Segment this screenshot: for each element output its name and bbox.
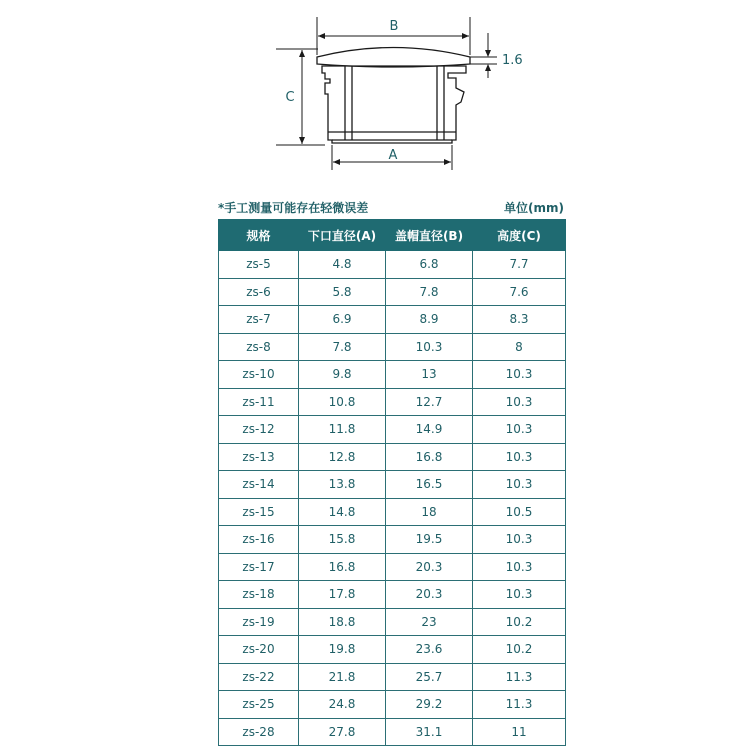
cell-model: zs-17 bbox=[219, 553, 299, 581]
cell-height: 10.3 bbox=[473, 388, 566, 416]
header-cap-diameter: 盖帽直径(B) bbox=[386, 220, 473, 251]
table-row bbox=[219, 443, 566, 471]
cell-cap-diameter: 16.8 bbox=[386, 443, 473, 471]
cell-height: 10.3 bbox=[473, 443, 566, 471]
table-row bbox=[219, 361, 566, 389]
table-header-row bbox=[219, 220, 566, 251]
header-height: 高度(C) bbox=[473, 220, 566, 251]
cell-bottom-diameter: 14.8 bbox=[299, 498, 386, 526]
cell-cap-diameter: 29.2 bbox=[386, 691, 473, 719]
cell-bottom-diameter: 12.8 bbox=[299, 443, 386, 471]
cell-cap-diameter: 6.8 bbox=[386, 251, 473, 279]
cell-bottom-diameter: 9.8 bbox=[299, 361, 386, 389]
cell-bottom-diameter: 5.8 bbox=[299, 278, 386, 306]
cell-height: 10.3 bbox=[473, 361, 566, 389]
dim-t-arrow-bottom bbox=[485, 64, 491, 71]
cell-model: zs-5 bbox=[219, 251, 299, 279]
table-row bbox=[219, 333, 566, 361]
dim-c-arrow-bottom bbox=[299, 137, 305, 144]
table-row bbox=[219, 388, 566, 416]
cell-model: zs-7 bbox=[219, 306, 299, 334]
cell-bottom-diameter: 4.8 bbox=[299, 251, 386, 279]
cell-bottom-diameter: 7.8 bbox=[299, 333, 386, 361]
table-row bbox=[219, 718, 566, 746]
table-row bbox=[219, 498, 566, 526]
dim-b-arrow-left bbox=[318, 33, 325, 39]
cell-cap-diameter: 13 bbox=[386, 361, 473, 389]
cell-model: zs-8 bbox=[219, 333, 299, 361]
unit-label: 单位(mm) bbox=[504, 201, 564, 215]
table-row bbox=[219, 416, 566, 444]
cell-cap-diameter: 16.5 bbox=[386, 471, 473, 499]
dim-b-arrow-right bbox=[462, 33, 469, 39]
cell-height: 8.3 bbox=[473, 306, 566, 334]
cell-model: zs-18 bbox=[219, 581, 299, 609]
cell-height: 10.3 bbox=[473, 416, 566, 444]
cell-model: zs-28 bbox=[219, 718, 299, 746]
cell-cap-diameter: 18 bbox=[386, 498, 473, 526]
cell-bottom-diameter: 19.8 bbox=[299, 636, 386, 664]
cell-cap-diameter: 19.5 bbox=[386, 526, 473, 554]
cell-bottom-diameter: 6.9 bbox=[299, 306, 386, 334]
dim-a-arrow-left bbox=[333, 159, 340, 165]
cell-model: zs-11 bbox=[219, 388, 299, 416]
cell-height: 10.3 bbox=[473, 526, 566, 554]
table-row bbox=[219, 663, 566, 691]
cell-height: 10.3 bbox=[473, 581, 566, 609]
cell-bottom-diameter: 24.8 bbox=[299, 691, 386, 719]
table-row bbox=[219, 306, 566, 334]
cell-model: zs-15 bbox=[219, 498, 299, 526]
cell-bottom-diameter: 16.8 bbox=[299, 553, 386, 581]
plug-dimension-diagram bbox=[0, 0, 750, 190]
table-row bbox=[219, 251, 566, 279]
cell-bottom-diameter: 17.8 bbox=[299, 581, 386, 609]
cell-bottom-diameter: 15.8 bbox=[299, 526, 386, 554]
cell-model: zs-14 bbox=[219, 471, 299, 499]
cell-height: 11 bbox=[473, 718, 566, 746]
dim-b-label: B bbox=[389, 19, 399, 34]
table-row bbox=[219, 526, 566, 554]
cap-outline bbox=[317, 48, 470, 68]
dim-thickness-label: 1.6 bbox=[502, 53, 523, 68]
table-row bbox=[219, 636, 566, 664]
cell-cap-diameter: 10.3 bbox=[386, 333, 473, 361]
cell-bottom-diameter: 21.8 bbox=[299, 663, 386, 691]
header-model: 规格 bbox=[219, 220, 299, 251]
cell-bottom-diameter: 13.8 bbox=[299, 471, 386, 499]
cell-height: 10.5 bbox=[473, 498, 566, 526]
note-row bbox=[218, 199, 566, 217]
cell-model: zs-20 bbox=[219, 636, 299, 664]
cell-bottom-diameter: 11.8 bbox=[299, 416, 386, 444]
cell-bottom-diameter: 10.8 bbox=[299, 388, 386, 416]
cell-model: zs-10 bbox=[219, 361, 299, 389]
cell-cap-diameter: 23.6 bbox=[386, 636, 473, 664]
cell-model: zs-13 bbox=[219, 443, 299, 471]
table-row bbox=[219, 471, 566, 499]
cell-height: 7.6 bbox=[473, 278, 566, 306]
table-row bbox=[219, 608, 566, 636]
cell-cap-diameter: 14.9 bbox=[386, 416, 473, 444]
cell-cap-diameter: 25.7 bbox=[386, 663, 473, 691]
cell-model: zs-6 bbox=[219, 278, 299, 306]
cell-bottom-diameter: 27.8 bbox=[299, 718, 386, 746]
measurement-note: *手工测量可能存在轻微误差 bbox=[218, 201, 369, 215]
cell-cap-diameter: 31.1 bbox=[386, 718, 473, 746]
table-row bbox=[219, 278, 566, 306]
cell-height: 11.3 bbox=[473, 691, 566, 719]
cell-height: 10.2 bbox=[473, 608, 566, 636]
dim-t-arrow-top bbox=[485, 50, 491, 57]
cell-model: zs-16 bbox=[219, 526, 299, 554]
spec-table bbox=[218, 219, 566, 746]
cell-model: zs-22 bbox=[219, 663, 299, 691]
cell-height: 10.2 bbox=[473, 636, 566, 664]
cell-height: 10.3 bbox=[473, 471, 566, 499]
cell-cap-diameter: 7.8 bbox=[386, 278, 473, 306]
dim-c-arrow-top bbox=[299, 50, 305, 57]
cell-model: zs-12 bbox=[219, 416, 299, 444]
table-row bbox=[219, 553, 566, 581]
cell-bottom-diameter: 18.8 bbox=[299, 608, 386, 636]
header-bottom-diameter: 下口直径(A) bbox=[299, 220, 386, 251]
dim-a-arrow-right bbox=[444, 159, 451, 165]
table-row bbox=[219, 691, 566, 719]
cell-cap-diameter: 8.9 bbox=[386, 306, 473, 334]
cell-cap-diameter: 20.3 bbox=[386, 553, 473, 581]
cell-height: 7.7 bbox=[473, 251, 566, 279]
cell-model: zs-19 bbox=[219, 608, 299, 636]
cell-cap-diameter: 23 bbox=[386, 608, 473, 636]
cell-cap-diameter: 12.7 bbox=[386, 388, 473, 416]
dim-c-label: C bbox=[285, 90, 295, 105]
cell-height: 10.3 bbox=[473, 553, 566, 581]
table-row bbox=[219, 581, 566, 609]
cell-model: zs-25 bbox=[219, 691, 299, 719]
cell-height: 11.3 bbox=[473, 663, 566, 691]
cell-height: 8 bbox=[473, 333, 566, 361]
cell-cap-diameter: 20.3 bbox=[386, 581, 473, 609]
dim-a-label: A bbox=[388, 148, 398, 163]
